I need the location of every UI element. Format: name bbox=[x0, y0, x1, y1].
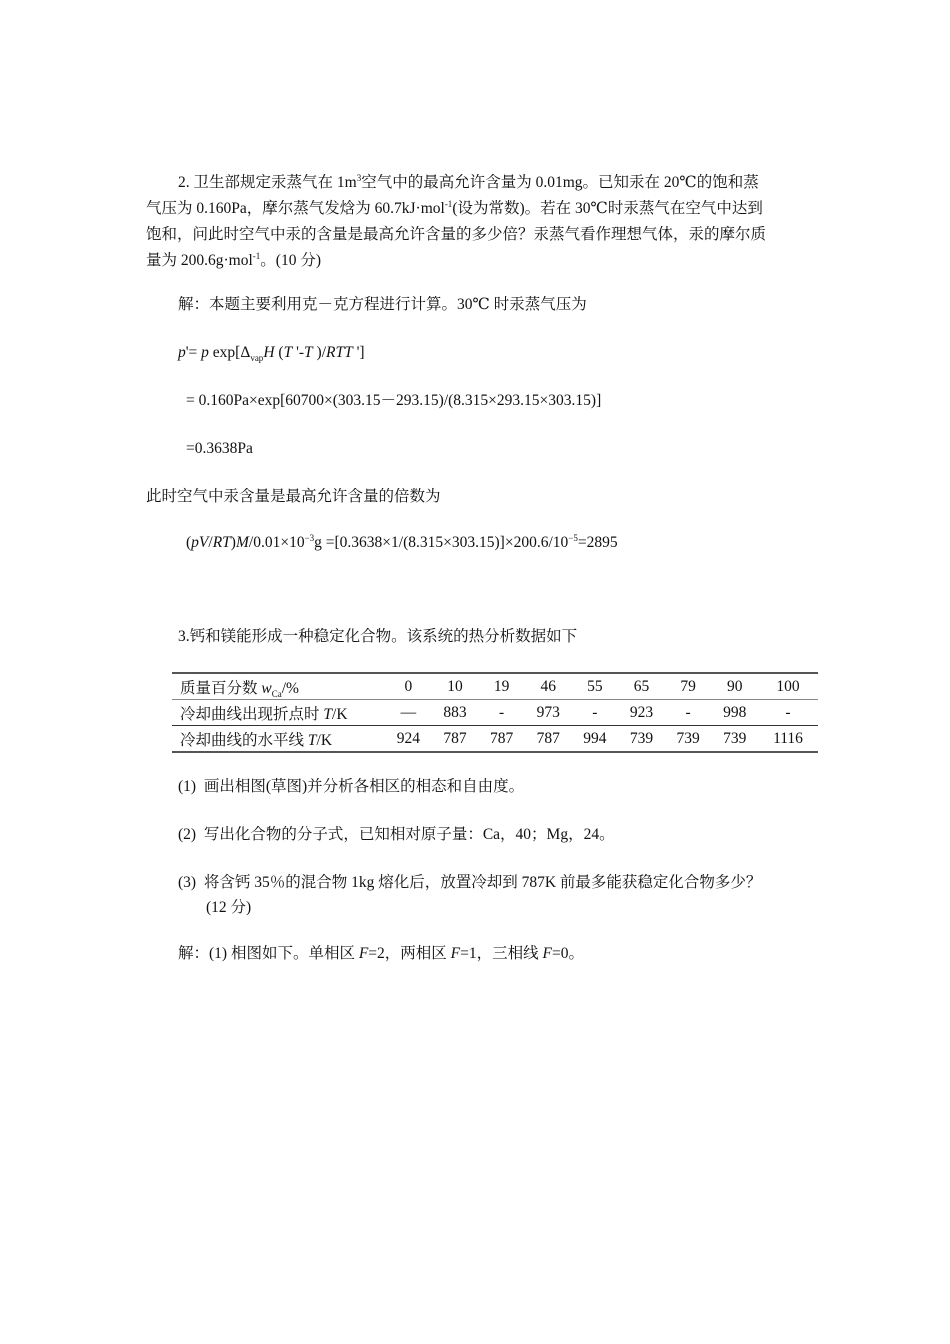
q2-line-3: 饱和，问此时空气中汞的含量是最高允许含量的多少倍？汞蒸气看作理想气体，汞的摩尔质 bbox=[146, 226, 767, 243]
table-cell: - bbox=[665, 700, 712, 726]
q2-equation-4: $(pV/RT)M/0.01\times 10^{-3}g =[0.3638\times 1/(8.315\times 303.15)]\times 200.6/10^{-5}=2895$ bbox=[186, 532, 618, 551]
q3-item-2: (2) 写出化合物的分子式，已知相对原子量：Ca，40；Mg，24。 bbox=[178, 826, 615, 843]
q2-solution-intro: 解：本题主要利用克－克方程进行计算。30℃ 时汞蒸气压为 bbox=[178, 296, 587, 313]
table-row-break-point bbox=[172, 700, 818, 726]
table-cell: 739 bbox=[665, 726, 712, 753]
q2-line-2: 气压为 0.160Pa，摩尔蒸气发焓为 60.7kJ·mol$^{-1}$(设为常数)。若在 30℃时汞蒸气在空气中达到 bbox=[146, 198, 763, 217]
table-cell: 923 bbox=[618, 700, 665, 726]
table-cell: 998 bbox=[711, 700, 758, 726]
table-cell: 787 bbox=[525, 726, 572, 753]
table-row-mass-percent bbox=[172, 673, 818, 700]
row-label-mass-percent: 质量百分数 $w_{Ca}/\%$ bbox=[172, 673, 385, 700]
table-cell: 994 bbox=[572, 726, 619, 753]
q2-equation-1: p'= p $\exp[\Delta_{vap}H$ (T '-T )/RTT '] bbox=[178, 344, 365, 364]
table-cell: - bbox=[572, 700, 619, 726]
table-cell: 787 bbox=[432, 726, 479, 753]
q3-item-3: (3) 将含钙 35％的混合物 1kg 熔化后，放置冷却到 787K 前最多能获稳定化合物多少？ bbox=[178, 874, 762, 891]
q3-item-1: (1) 画出相图(草图)并分析各相区的相态和自由度。 bbox=[178, 778, 525, 795]
table-cell: 10 bbox=[432, 673, 479, 700]
table-cell: 973 bbox=[525, 700, 572, 726]
q2-equation-2: = 0.160Pa×exp[60700×(303.15－293.15)/(8.315×293.15×303.15)] bbox=[186, 392, 602, 409]
table-cell: - bbox=[758, 700, 818, 726]
q3-intro: 3.钙和镁能形成一种稳定化合物。该系统的热分析数据如下 bbox=[178, 628, 578, 645]
table-cell: 1116 bbox=[758, 726, 818, 753]
q3-answer: 解：(1) 相图如下。单相区 F=2，两相区 F=1，三相线 F=0。 bbox=[178, 945, 584, 962]
thermal-analysis-table bbox=[172, 672, 818, 753]
table-cell: — bbox=[385, 700, 432, 726]
q2-ratio-intro: 此时空气中汞含量是最高允许含量的倍数为 bbox=[146, 488, 441, 505]
q2-line-4: 量为 200.6g·mol$^{-1}$。(10 分) bbox=[146, 250, 321, 269]
table-cell: 739 bbox=[618, 726, 665, 753]
q2-line-1: 2. 卫生部规定汞蒸气在 $1m^3$空气中的最高允许含量为 0.01mg。已知汞在 20℃的饱和蒸 bbox=[178, 172, 759, 191]
table-cell: 55 bbox=[572, 673, 619, 700]
table-cell: 90 bbox=[711, 673, 758, 700]
row-label-break-point: 冷却曲线出现折点时 T/K bbox=[172, 700, 385, 726]
row-label-plateau: 冷却曲线的水平线 T/K bbox=[172, 726, 385, 753]
table-cell: - bbox=[478, 700, 525, 726]
table-cell: 46 bbox=[525, 673, 572, 700]
table-cell: 739 bbox=[711, 726, 758, 753]
table-cell: 65 bbox=[618, 673, 665, 700]
table-cell: 0 bbox=[385, 673, 432, 700]
table-cell: 19 bbox=[478, 673, 525, 700]
table-cell: 100 bbox=[758, 673, 818, 700]
q3-item-3-points: (12 分) bbox=[206, 899, 252, 916]
q2-equation-3: =0.3638Pa bbox=[186, 440, 253, 457]
table-cell: 883 bbox=[432, 700, 479, 726]
table-cell: 79 bbox=[665, 673, 712, 700]
table-cell: 787 bbox=[478, 726, 525, 753]
table-cell: 924 bbox=[385, 726, 432, 753]
table-row-plateau bbox=[172, 726, 818, 753]
